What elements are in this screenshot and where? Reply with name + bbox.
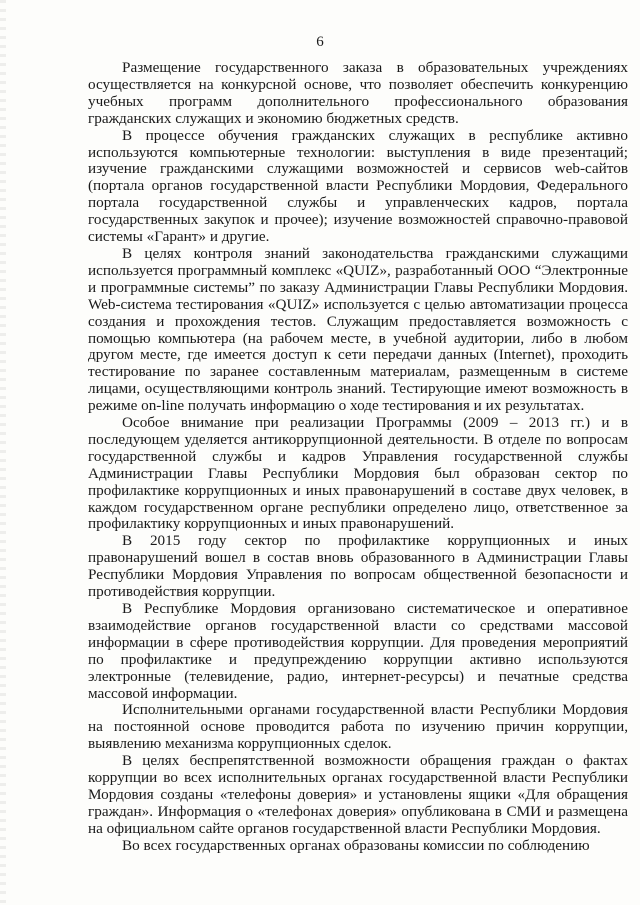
paragraph: В Республике Мордовия организовано систематическое и оперативное взаимодействие органов государственной власти со средствами массовой информации в сфере противодействия коррупции. Для проведения мероприятий по профилактике и предупреждению коррупции активно используются электронные (телевидение, радио, интернет-ресурсы) и печатные средства массовой информации.	[88, 600, 628, 702]
paragraph: В процессе обучения гражданских служащих в республике активно используются компьютерные технологии: выступления в виде презентаций; изучение гражданскими служащими возможностей и сервисов web-сайтов (портала органов государственной власти Республики Мордовия, Федерального портала государственной службы и управленческих кадров, портала государственных закупок и прочее); изучение возможностей справочно-правовой системы «Гарант» и другие.	[88, 126, 628, 246]
paragraph: Размещение государственного заказа в образовательных учреждениях осуществляется на конкурсной основе, что позволяет обеспечить конкуренцию учебных программ дополнительного профессионального образования гражданских служащих и экономию бюджетных средств.	[88, 59, 628, 127]
body-text	[88, 60, 628, 855]
paragraph: В целях контроля знаний законодательства гражданскими служащими используется программный комплекс «QUIZ», разработанный ООО “Электронные и программные системы” по заказу Администрации Главы Республики Мордовия. Web-система тестирования «QUIZ» используется с целью автоматизации процесса создания и прохождения тестов. Служащим предоставляется возможность с помощью компьютера (на рабочем месте, в учебной аудитории, либо в любом другом месте, где имеется доступ к сети передачи данных (Internet), проходить тестирование по заранее составленным материалам, размещенным в системе лицами, осуществляющими контроль знаний. Тестирующие имеют возможность в режиме on-line получать информацию о ходе тестирования и их результатах.	[88, 244, 628, 415]
paragraph: Особое внимание при реализации Программы (2009 – 2013 гг.) и в последующем уделяется антикоррупционной деятельности. В отделе по вопросам государственной службы и кадров Управления государственной службы Администрации Главы Республики Мордовия был образован сектор по профилактике коррупционных и иных правонарушений в составе двух человек, в каждом государственном органе республики определено лицо, ответственное за профилактику коррупционных и иных правонарушений.	[88, 414, 628, 533]
paragraph: В целях беспрепятственной возможности обращения граждан о фактах коррупции во всех исполнительных органах государственной власти Республики Мордовия созданы «телефоны доверия» и установлены ящики «Для обращения граждан». Информация о «телефонах доверия» опубликована в СМИ и размещена на официальном сайте органов государственной власти Республики Мордовия.	[88, 752, 628, 837]
scan-edge	[0, 0, 6, 905]
page-number: 6	[316, 34, 324, 50]
paragraph: В 2015 году сектор по профилактике коррупционных и иных правонарушений вошел в состав вновь образованного в Администрации Главы Республики Мордовия Управления по вопросам общественной безопасности и противодействия коррупции.	[88, 532, 628, 601]
paragraph: Исполнительными органами государственной власти Республики Мордовия на постоянной основе проводится работа по изучению причин коррупции, выявлению механизма коррупционных сделок.	[88, 701, 628, 753]
paragraph: Во всех государственных органах образованы комиссии по соблюдению	[122, 836, 590, 854]
